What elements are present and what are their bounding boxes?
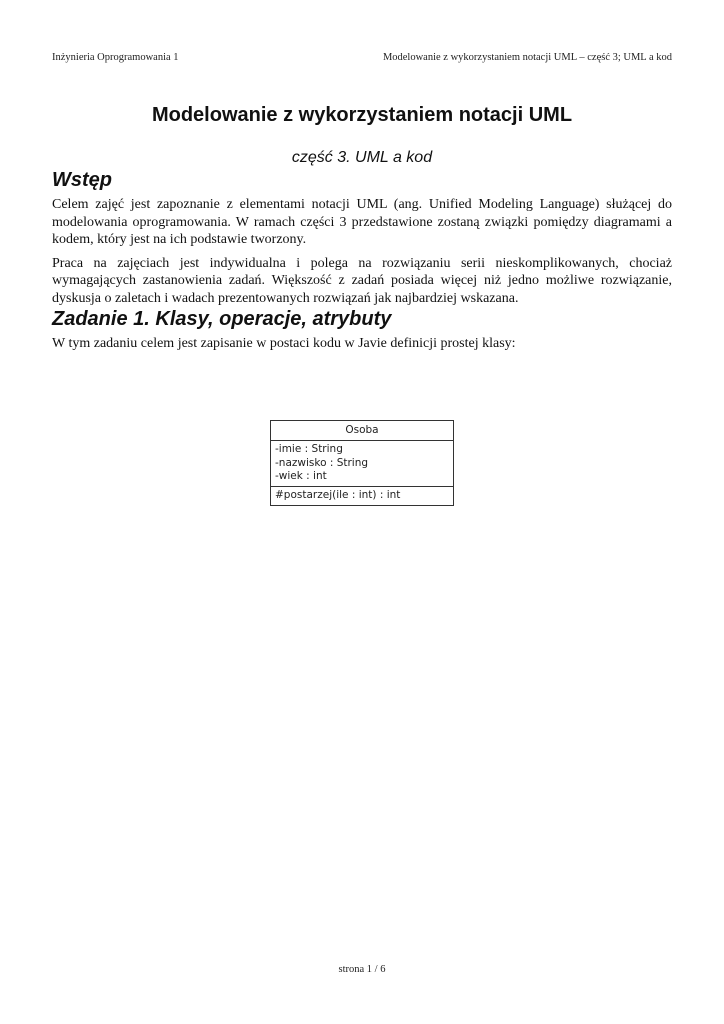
section-heading-task-1: Zadanie 1. Klasy, operacje, atrybuty	[52, 308, 392, 330]
uml-attribute: -nazwisko : String	[275, 456, 369, 469]
header-course-name: Inżynieria Oprogramowania 1	[52, 52, 179, 63]
uml-class-diagram	[270, 420, 454, 506]
paragraph: Celem zajęć jest zapoznanie z elementami notacji UML (ang. Unified Modeling Language) służącej do modelowania oprogramowania. W ramach części 3 przedstawione zostaną związki pomiędzy diagramami a kodem, który jest na ich podstawie tworzony.	[52, 197, 672, 247]
uml-operations	[271, 487, 453, 506]
uml-attribute: -wiek : int	[275, 470, 327, 482]
document-body	[52, 102, 672, 353]
section-heading-intro: Wstęp	[52, 169, 112, 191]
document-title: Modelowanie z wykorzystaniem notacji UML	[151, 104, 573, 126]
document-subtitle: część 3. UML a kod	[291, 149, 433, 166]
uml-attribute: -imie : String	[275, 443, 343, 455]
header-document-topic: Modelowanie z wykorzystaniem notacji UML – część 3; UML a kod	[382, 52, 672, 63]
uml-attributes	[271, 441, 453, 487]
paragraph: Praca na zajęciach jest indywidualna i polega na rozwiązaniu serii nieskomplikowanych, chociaż wymagających zastanowienia zadań. Większość z zadań posiada więcej niż jedno możliwe rozwiązanie, dyskusja o zaletach i wadach prezentowanych rozwiązań jak najbardziej wskazana.	[52, 255, 672, 306]
uml-class-name: Osoba	[271, 421, 453, 441]
page-number: strona 1 / 6	[338, 964, 386, 975]
paragraph: W tym zadaniu celem jest zapisanie w postaci kodu w Javie definicji prostej klasy:	[52, 336, 516, 351]
uml-operation: #postarzej(ile : int) : int	[275, 488, 401, 501]
